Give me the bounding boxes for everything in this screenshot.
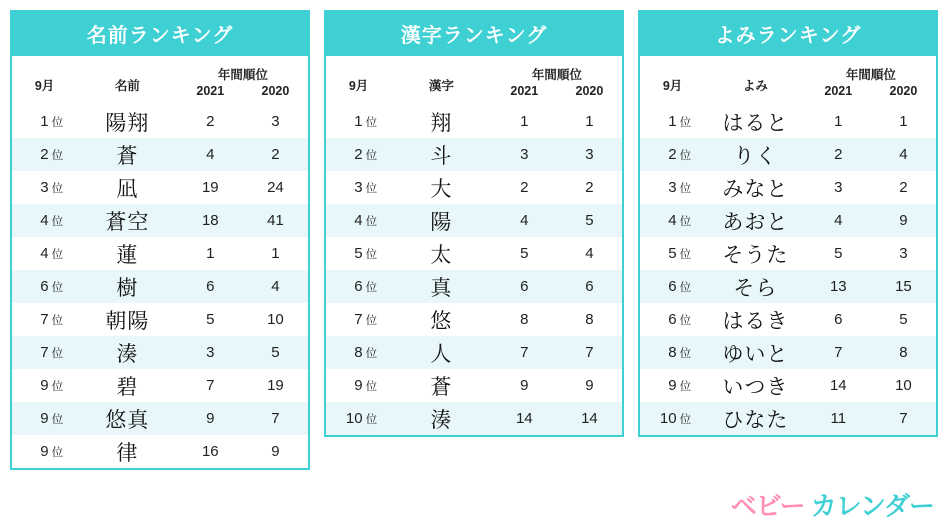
cell-2021: 5 <box>520 245 529 262</box>
table-row <box>12 303 308 336</box>
cell-rank: 10 位 <box>659 410 692 427</box>
table-row <box>12 171 308 204</box>
cell-2020: 4 <box>585 245 594 262</box>
cell-2021: 2 <box>834 146 843 163</box>
cell-2020: 19 <box>267 377 284 394</box>
cell-name: 蒼 <box>116 144 139 168</box>
table-row <box>326 303 622 336</box>
cell-2020: 7 <box>899 410 908 427</box>
ranking-table <box>326 56 622 435</box>
cell-2021: 2 <box>520 179 529 196</box>
table-header <box>640 56 936 105</box>
cell-2020: 5 <box>585 212 594 229</box>
cell-rank: 7 位 <box>40 344 64 361</box>
cell-name: 陽 <box>430 210 453 234</box>
table-row <box>326 270 622 303</box>
table-row <box>326 237 622 270</box>
cell-rank: 9 位 <box>668 377 692 394</box>
cell-rank: 3 位 <box>40 179 64 196</box>
table-title: 名前ランキング <box>12 12 308 56</box>
cell-2020: 7 <box>585 344 594 361</box>
table-row <box>640 105 936 138</box>
cell-rank: 6 位 <box>354 278 378 295</box>
cell-2020: 3 <box>585 146 594 163</box>
cell-2021: 4 <box>520 212 529 229</box>
cell-2020: 1 <box>271 245 280 262</box>
cell-2020: 41 <box>267 212 284 229</box>
cell-name: 碧 <box>116 375 139 399</box>
cell-rank: 5 位 <box>354 245 378 262</box>
brand-logo <box>731 486 934 523</box>
cell-name: はると <box>722 111 789 135</box>
cell-rank: 6 位 <box>40 278 64 295</box>
header-year-2020: 2020 <box>889 84 918 98</box>
table-row <box>326 336 622 369</box>
cell-rank: 2 位 <box>354 146 378 163</box>
table-row <box>12 336 308 369</box>
header-year-group: 年間順位 <box>217 68 268 82</box>
logo-text-calendar: カレンダー <box>810 491 934 521</box>
cell-name: ひなた <box>722 408 789 432</box>
table-row <box>12 204 308 237</box>
cell-2021: 8 <box>520 311 529 328</box>
cell-name: そら <box>733 276 778 300</box>
table-body <box>326 105 622 435</box>
cell-name: 湊 <box>430 408 453 432</box>
cell-name: 蓮 <box>116 243 139 267</box>
cell-name: 斗 <box>430 144 453 168</box>
cell-2021: 3 <box>206 344 215 361</box>
cell-name: りく <box>733 144 778 168</box>
table-title: 漢字ランキング <box>326 12 622 56</box>
cell-name: ゆいと <box>722 342 789 366</box>
cell-2020: 15 <box>895 278 912 295</box>
cell-rank: 1 位 <box>354 113 378 130</box>
cell-name: はるき <box>722 309 789 333</box>
cell-2021: 6 <box>834 311 843 328</box>
cell-rank: 1 位 <box>40 113 64 130</box>
header-year-2021: 2021 <box>824 84 853 98</box>
table-row <box>326 171 622 204</box>
cell-2021: 6 <box>206 278 215 295</box>
table-header <box>326 56 622 105</box>
cell-rank: 8 位 <box>354 344 378 361</box>
cell-2020: 8 <box>899 344 908 361</box>
ranking-table-names <box>10 10 310 470</box>
cell-name: そうた <box>722 243 789 267</box>
table-row <box>640 171 936 204</box>
cell-2020: 6 <box>585 278 594 295</box>
cell-name: 悠 <box>430 309 453 333</box>
table-title: よみランキング <box>640 12 936 56</box>
cell-name: 蒼空 <box>105 210 150 234</box>
cell-2021: 1 <box>520 113 529 130</box>
cell-rank: 5 位 <box>668 245 692 262</box>
cell-rank: 2 位 <box>40 146 64 163</box>
cell-2020: 9 <box>271 443 280 460</box>
cell-rank: 7 位 <box>40 311 64 328</box>
table-row <box>640 138 936 171</box>
cell-2021: 16 <box>201 443 219 460</box>
table-row <box>640 369 936 402</box>
cell-2020: 1 <box>899 113 908 130</box>
cell-2021: 3 <box>520 146 529 163</box>
table-row <box>640 402 936 435</box>
table-row <box>12 237 308 270</box>
cell-rank: 3 位 <box>354 179 378 196</box>
cell-name: みなと <box>722 177 789 201</box>
cell-rank: 9 位 <box>40 410 64 427</box>
logo-text-baby: ベビー <box>730 491 805 521</box>
cell-rank: 9 位 <box>40 377 64 394</box>
cell-2021: 19 <box>201 179 219 196</box>
ranking-table-yomi <box>638 10 938 437</box>
cell-2020: 9 <box>899 212 908 229</box>
cell-2020: 5 <box>899 311 908 328</box>
cell-2021: 6 <box>520 278 529 295</box>
header-year-2020: 2020 <box>261 84 290 98</box>
cell-2020: 4 <box>899 146 908 163</box>
cell-2020: 14 <box>581 410 598 427</box>
table-row <box>12 402 308 435</box>
cell-2021: 9 <box>520 377 529 394</box>
header-name: よみ <box>742 78 768 93</box>
cell-2021: 7 <box>520 344 529 361</box>
cell-name: 悠真 <box>105 408 150 432</box>
cell-2020: 9 <box>585 377 594 394</box>
cell-2021: 13 <box>829 278 847 295</box>
cell-2021: 7 <box>834 344 843 361</box>
cell-rank: 6 位 <box>668 278 692 295</box>
cell-name: 真 <box>430 276 453 300</box>
table-row <box>12 138 308 171</box>
table-row <box>326 204 622 237</box>
cell-2020: 2 <box>585 179 594 196</box>
cell-2021: 2 <box>206 113 215 130</box>
cell-2020: 10 <box>267 311 284 328</box>
cell-2020: 8 <box>585 311 594 328</box>
table-row <box>12 270 308 303</box>
cell-2021: 5 <box>206 311 215 328</box>
table-row <box>326 402 622 435</box>
header-year-group: 年間順位 <box>531 68 582 82</box>
cell-name: 蒼 <box>430 375 453 399</box>
header-year-group: 年間順位 <box>845 68 896 82</box>
table-row <box>640 237 936 270</box>
header-month: 9月 <box>662 78 683 93</box>
cell-name: 人 <box>430 342 453 366</box>
cell-2021: 11 <box>830 410 847 427</box>
cell-2021: 14 <box>829 377 847 394</box>
cell-name: いつき <box>722 375 789 399</box>
table-row <box>326 369 622 402</box>
table-header <box>12 56 308 105</box>
header-name: 名前 <box>114 78 140 93</box>
header-year-2021: 2021 <box>196 84 225 98</box>
cell-2021: 7 <box>206 377 215 394</box>
cell-2020: 3 <box>899 245 908 262</box>
cell-rank: 6 位 <box>668 311 692 328</box>
header-month: 9月 <box>348 78 369 93</box>
cell-rank: 1 位 <box>668 113 692 130</box>
cell-rank: 4 位 <box>40 212 64 229</box>
cell-rank: 9 位 <box>354 377 378 394</box>
cell-rank: 10 位 <box>345 410 378 427</box>
cell-2020: 3 <box>271 113 280 130</box>
cell-2021: 3 <box>834 179 843 196</box>
cell-rank: 4 位 <box>354 212 378 229</box>
header-name: 漢字 <box>428 78 454 93</box>
cell-2020: 2 <box>899 179 908 196</box>
table-row <box>326 138 622 171</box>
cell-2021: 9 <box>206 410 215 427</box>
cell-2021: 14 <box>515 410 533 427</box>
table-row <box>12 105 308 138</box>
cell-name: 大 <box>430 177 453 201</box>
cell-rank: 2 位 <box>668 146 692 163</box>
cell-name: あおと <box>722 210 789 234</box>
ranking-table <box>640 56 936 435</box>
cell-name: 湊 <box>116 342 139 366</box>
table-body <box>640 105 936 435</box>
table-body <box>12 105 308 468</box>
cell-name: 樹 <box>116 276 139 300</box>
cell-rank: 8 位 <box>668 344 692 361</box>
cell-name: 朝陽 <box>105 309 150 333</box>
cell-2020: 10 <box>895 377 912 394</box>
ranking-table-kanji <box>324 10 624 437</box>
cell-2020: 5 <box>271 344 280 361</box>
table-row <box>326 105 622 138</box>
cell-rank: 9 位 <box>40 443 64 460</box>
cell-2021: 1 <box>834 113 843 130</box>
table-row <box>640 303 936 336</box>
table-row <box>640 270 936 303</box>
table-row <box>12 435 308 468</box>
cell-2020: 4 <box>271 278 280 295</box>
cell-name: 陽翔 <box>105 111 150 135</box>
cell-2021: 18 <box>201 212 219 229</box>
header-year-2020: 2020 <box>575 84 604 98</box>
cell-2021: 5 <box>834 245 843 262</box>
cell-2020: 24 <box>267 179 284 196</box>
cell-2021: 4 <box>206 146 215 163</box>
table-row <box>640 204 936 237</box>
cell-name: 律 <box>116 441 139 465</box>
header-year-2021: 2021 <box>510 84 539 98</box>
cell-2020: 1 <box>585 113 594 130</box>
cell-name: 太 <box>430 243 453 267</box>
header-month: 9月 <box>34 78 55 93</box>
cell-name: 翔 <box>430 111 453 135</box>
cell-rank: 4 位 <box>668 212 692 229</box>
ranking-table <box>12 56 308 468</box>
cell-rank: 7 位 <box>354 311 378 328</box>
cell-rank: 3 位 <box>668 179 692 196</box>
cell-2020: 7 <box>271 410 280 427</box>
cell-rank: 4 位 <box>40 245 64 262</box>
cell-2021: 4 <box>834 212 843 229</box>
table-row <box>12 369 308 402</box>
cell-name: 凪 <box>116 177 139 201</box>
table-row <box>640 336 936 369</box>
cell-2020: 2 <box>271 146 280 163</box>
cell-2021: 1 <box>206 245 215 262</box>
